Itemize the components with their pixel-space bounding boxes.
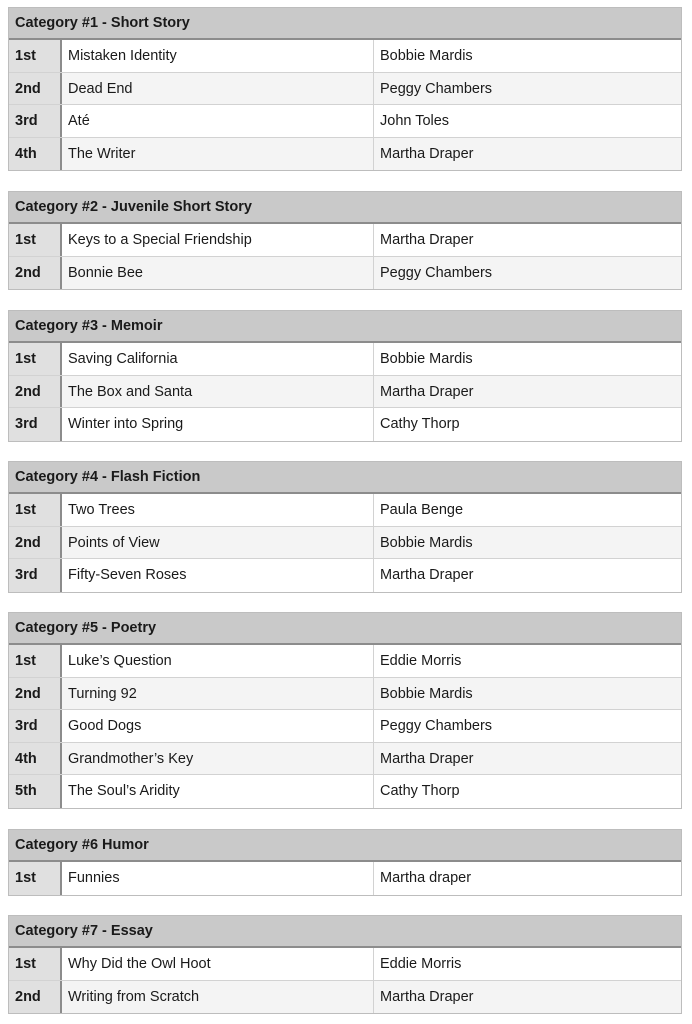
category-table — [8, 7, 682, 171]
author-cell: Paula Benge — [380, 502, 464, 518]
author-cell: Martha Draper — [380, 383, 474, 400]
title-cell: Two Trees — [62, 494, 374, 526]
title-cell: Winter into Spring — [62, 408, 374, 441]
category-header: Category #4 - Flash Fiction — [9, 462, 681, 494]
author-cell: Cathy Thorp — [380, 783, 460, 800]
place-cell: 2nd — [9, 527, 62, 559]
author-cell: Peggy Chambers — [380, 80, 493, 97]
category-header: Category #7 - Essay — [9, 916, 681, 948]
title-cell: Why Did the Owl Hoot — [62, 948, 374, 980]
title-cell: Writing from Scratch — [62, 981, 374, 1014]
author-cell: Martha Draper — [380, 567, 474, 584]
category-header: Category #2 - Juvenile Short Story — [9, 192, 681, 224]
title-cell: Good Dogs — [62, 710, 374, 742]
table-row — [9, 40, 681, 73]
table-row — [9, 494, 681, 527]
author-cell: Peggy Chambers — [380, 718, 493, 735]
author-cell: Martha Draper — [380, 988, 474, 1005]
title-cell: Dead End — [62, 73, 374, 105]
place-cell: 2nd — [9, 257, 62, 290]
title-cell: Até — [62, 105, 374, 137]
place-cell: 2nd — [9, 981, 62, 1014]
table-row — [9, 527, 681, 560]
author-cell: John Toles — [380, 113, 450, 130]
table-row — [9, 862, 681, 895]
title-cell: Grandmother’s Key — [62, 743, 374, 775]
place-cell: 1st — [9, 224, 62, 256]
place-cell: 5th — [9, 775, 62, 808]
category-header: Category #5 - Poetry — [9, 613, 681, 645]
place-cell: 4th — [9, 138, 62, 171]
place-cell: 3rd — [9, 408, 62, 441]
table-row — [9, 948, 681, 981]
title-cell: Turning 92 — [62, 678, 374, 710]
place-cell: 3rd — [9, 105, 62, 137]
place-cell: 1st — [9, 40, 62, 72]
author-cell: Martha Draper — [380, 232, 474, 248]
author-cell: Cathy Thorp — [380, 416, 460, 433]
title-cell: Funnies — [62, 862, 374, 895]
author-cell: Martha Draper — [380, 750, 474, 767]
place-cell: 1st — [9, 343, 62, 375]
category-header: Category #3 - Memoir — [9, 311, 681, 343]
table-row — [9, 981, 681, 1014]
author-cell: Eddie Morris — [380, 653, 462, 669]
title-cell: Points of View — [62, 527, 374, 559]
table-row — [9, 559, 681, 592]
category-table — [8, 461, 682, 593]
title-cell: The Writer — [62, 138, 374, 171]
title-cell: Saving California — [62, 343, 374, 375]
place-cell: 4th — [9, 743, 62, 775]
table-row — [9, 743, 681, 776]
author-cell: Bobbie Mardis — [380, 351, 473, 367]
author-cell: Eddie Morris — [380, 956, 462, 972]
table-row — [9, 224, 681, 257]
place-cell: 3rd — [9, 710, 62, 742]
table-row — [9, 645, 681, 678]
category-table — [8, 612, 682, 809]
title-cell: Keys to a Special Friendship — [62, 224, 374, 256]
title-cell: Fifty-Seven Roses — [62, 559, 374, 592]
place-cell: 3rd — [9, 559, 62, 592]
table-row — [9, 73, 681, 106]
title-cell: The Box and Santa — [62, 376, 374, 408]
place-cell: 1st — [9, 645, 62, 677]
table-row — [9, 678, 681, 711]
author-cell: Bobbie Mardis — [380, 685, 473, 702]
table-row — [9, 343, 681, 376]
title-cell: Bonnie Bee — [62, 257, 374, 290]
title-cell: Luke’s Question — [62, 645, 374, 677]
category-header: Category #6 Humor — [9, 830, 681, 862]
place-cell: 1st — [9, 948, 62, 980]
table-row — [9, 376, 681, 409]
place-cell: 2nd — [9, 73, 62, 105]
table-row — [9, 710, 681, 743]
table-row — [9, 257, 681, 290]
place-cell: 1st — [9, 862, 62, 895]
title-cell: Mistaken Identity — [62, 40, 374, 72]
place-cell: 2nd — [9, 678, 62, 710]
author-cell: Martha Draper — [380, 145, 474, 162]
category-table — [8, 915, 682, 1014]
table-row — [9, 408, 681, 441]
author-cell: Peggy Chambers — [380, 264, 493, 281]
category-table — [8, 829, 682, 896]
category-table — [8, 191, 682, 290]
author-cell: Bobbie Mardis — [380, 48, 473, 64]
title-cell: The Soul’s Aridity — [62, 775, 374, 808]
category-table — [8, 310, 682, 442]
table-row — [9, 775, 681, 808]
author-cell: Bobbie Mardis — [380, 534, 473, 551]
place-cell: 1st — [9, 494, 62, 526]
table-row — [9, 105, 681, 138]
place-cell: 2nd — [9, 376, 62, 408]
table-row — [9, 138, 681, 171]
category-header: Category #1 - Short Story — [9, 8, 681, 40]
author-cell: Martha draper — [380, 870, 472, 886]
